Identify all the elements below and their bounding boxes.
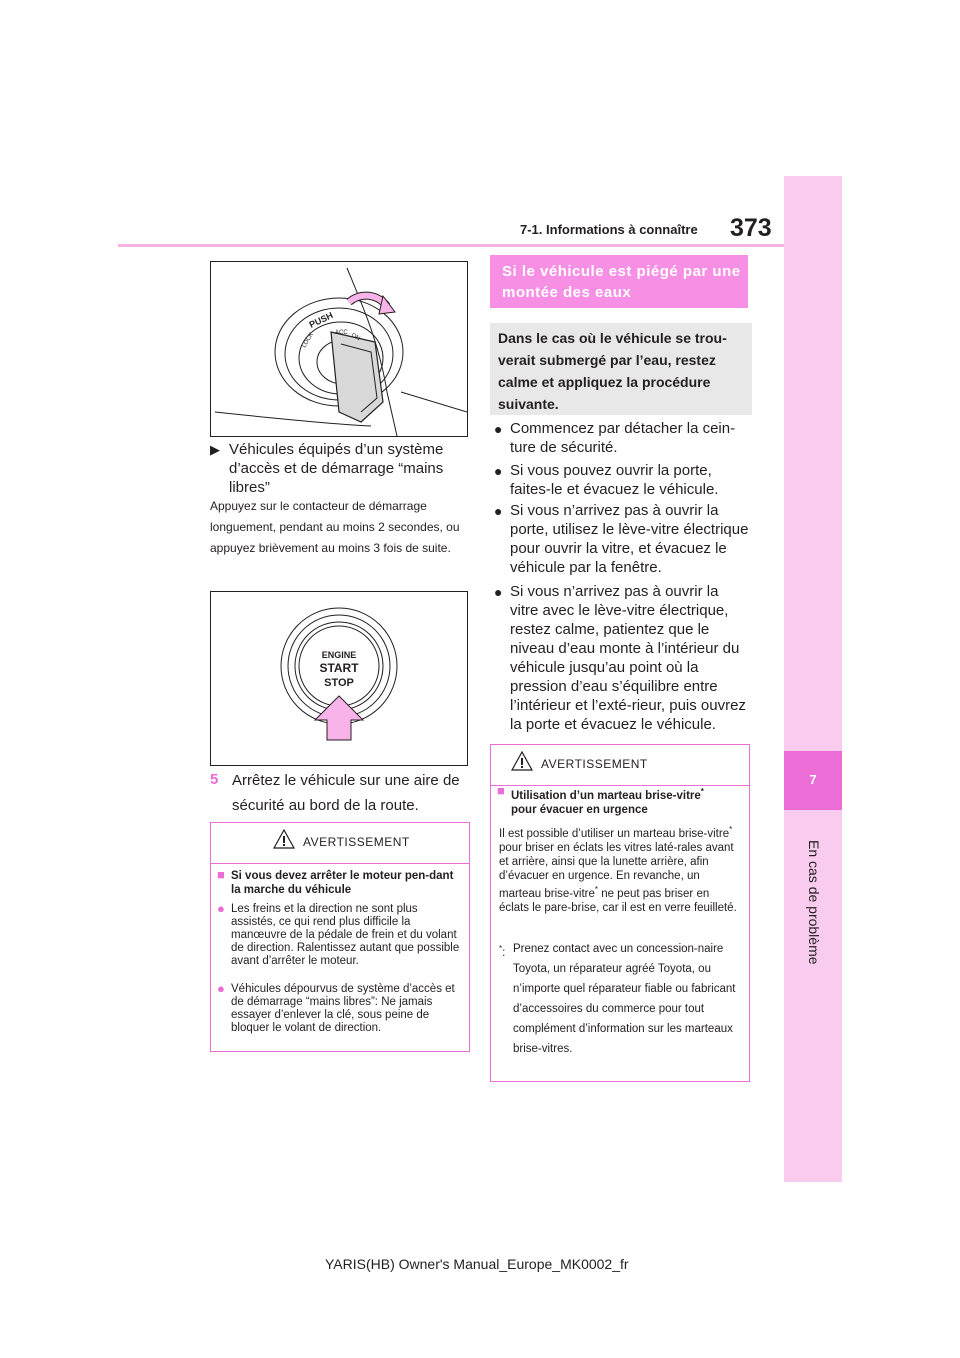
chapter-title: En cas de problème <box>806 840 822 965</box>
engine-start-button-figure <box>210 591 468 766</box>
keyless-subheading: Véhicules équipés d’un système d’accès et de démarrage “mains libres” <box>229 441 444 496</box>
bullet-dot-icon: ● <box>494 503 503 519</box>
warning-body <box>499 823 741 915</box>
warning-label: AVERTISSEMENT <box>541 757 648 771</box>
bullet-dot-icon: ● <box>494 463 503 479</box>
list-item: Si vous n’arrivez pas à ouvrir la porte, utilisez le lève-vitre électrique pour ouvrir la vitre, et évacuez le véhicule par la fenêtre. <box>510 502 749 576</box>
bullet-dot-icon: ● <box>494 584 503 600</box>
warning-item: Les freins et la direction ne sont plus assistés, ce qui rend plus difficile la manœuvre de la pédale de frein et du volant de direction. Ralentissez autant que possible avant d’arrêter le moteur. <box>231 903 460 967</box>
page-number: 373 <box>730 214 772 242</box>
asterisk: * <box>700 787 704 796</box>
warning-heading: Si vous devez arrêter le moteur pen-dant la marche du véhicule <box>231 870 454 896</box>
warning-item: Véhicules dépourvus de système d’accès et de démarrage “mains libres”: Ne jamais essayer d’enlever la clé, sous peine de bloquer le volant de direction. <box>231 983 455 1034</box>
on-label: ON <box>350 332 361 343</box>
warning-label: AVERTISSEMENT <box>303 835 410 849</box>
circle-bullet-icon: ● <box>217 901 225 916</box>
body-part: Il est possible d’utiliser un marteau brise-vitre <box>499 827 730 840</box>
stop-label: STOP <box>324 677 354 689</box>
body-part: pour briser en éclats les vitres laté-rales avant et arrière, ainsi que la lunette arrière, afin d’évacuer en urgence. En revanche, un marteau brise-vitre <box>499 841 734 900</box>
square-bullet-icon: ■ <box>217 867 225 882</box>
warning-header <box>211 823 469 864</box>
lock-label: LOCK <box>301 331 315 349</box>
warning-header <box>491 745 749 786</box>
footnote-marker <box>499 939 505 963</box>
chapter-side-tab <box>784 176 842 1182</box>
footer-doc-id: YARIS(HB) Owner's Manual_Europe_MK0002_fr <box>325 1256 629 1272</box>
section-title: 7-1. Informations à connaître <box>520 222 698 237</box>
warning-heading <box>511 785 741 817</box>
step-text: Arrêtez le véhicule sur une aire de sécurité au bord de la route. <box>232 772 460 814</box>
push-label: PUSH <box>307 310 335 330</box>
body-part: ne peut pas briser en éclats le pare-brise, car il est en verre feuilleté. <box>499 887 737 914</box>
asterisk: * <box>594 884 598 894</box>
footnote-colon: : <box>502 946 506 959</box>
heading-part: Utilisation d’un marteau brise-vitre <box>511 789 701 802</box>
footnote-text: Prenez contact avec un concession-naire Toyota, un réparateur agréé Toyota, ou n’importe quel réparateur fiable ou fabricant d’accessoires du commerce pour tout complément d’information sur les marteaux brise-vitres. <box>513 943 736 1055</box>
engine-label: ENGINE <box>321 650 357 660</box>
intro-text: Dans le cas où le véhicule se trou-verait submergé par l’eau, restez calme et appliquez la procédure suivante. <box>498 330 727 412</box>
warning-box-window-breaker <box>490 744 750 1082</box>
list-item: Si vous pouvez ouvrir la porte, faites-le et évacuez le véhicule. <box>510 462 719 498</box>
keyless-instructions: Appuyez sur le contacteur de démarrage longuement, pendant au moins 2 secondes, ou appuyez brièvement au moins 3 fois de suite. <box>210 499 460 555</box>
start-label: START <box>319 661 359 675</box>
list-item: Si vous n’arrivez pas à ouvrir la vitre avec le lève-vitre électrique, restez calme, patientez que le niveau d’eau monte à l’intérieur du véhicule jusqu’au point où la pression d’eau s’équilibre entre l’intérieur et l’exté-rieur, puis ouvrez la porte et évacuez le véhicule. <box>510 583 746 733</box>
circle-bullet-icon: ● <box>217 981 225 996</box>
acc-label: ACC <box>335 330 348 336</box>
warning-triangle-icon <box>511 751 533 771</box>
ignition-key-figure <box>210 261 468 437</box>
warning-box-engine-stop <box>210 822 470 1052</box>
step-number: 5 <box>210 771 219 788</box>
heading-part: pour évacuer en urgence <box>511 803 648 816</box>
square-bullet-icon: ■ <box>497 783 505 798</box>
asterisk: * <box>499 944 503 953</box>
warning-triangle-icon <box>273 829 295 849</box>
bullet-dot-icon: ● <box>494 421 503 437</box>
chapter-number: 7 <box>809 772 817 787</box>
asterisk: * <box>729 825 733 834</box>
arrow-bullet-icon: ▶ <box>210 442 220 457</box>
header-rule <box>118 244 784 247</box>
section-heading: Si le véhicule est piégé par une montée des eaux <box>502 263 741 301</box>
list-item: Commencez par détacher la cein-ture de sécurité. <box>510 420 736 456</box>
